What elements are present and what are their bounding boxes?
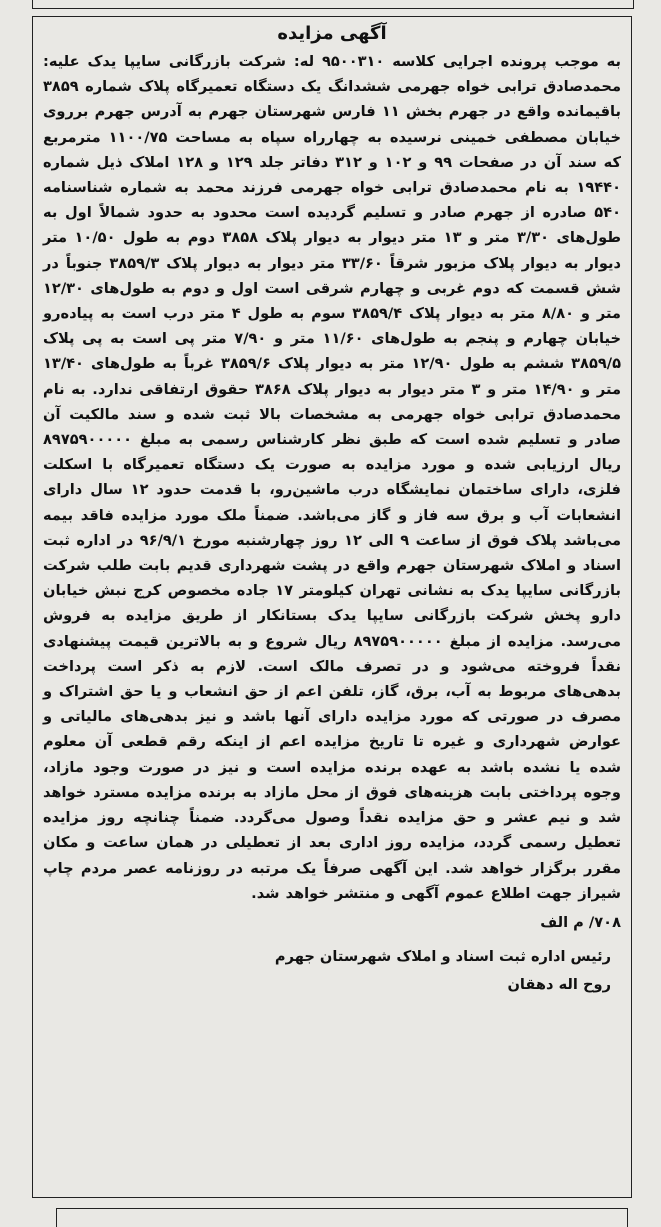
notice-body: به موجب پرونده اجرایی کلاسه ۹۵۰۰۳۱۰ له: شرکت بازرگانی سایپا یدک علیه: محمدصادق ترابی خواه جهرمی ششدانگ یک دستگاه تعمیرگاه پلاک شماره ۳۸۵۹ باقیمانده واقع در جهرم بخش ۱۱ فارس شهرستان جهرم به آدرس جهرم برروی خیابان مصطفی خمینی نرسیده به چهارراه سپاه به مساحت ۱۱۰۰/۷۵ مترمربع که سند آن در صفحات ۹۹ و ۱۰۲ و ۳۱۲ دفاتر جلد ۱۲۹ و ۱۲۸ املاک ذیل شماره ۱۹۴۴۰ به نام محمدصادق ترابی خواه جهرمی فرزند محمد به شماره شناسنامه ۵۴۰ صادره از جهرم صادر و تسلیم گردیده است محدود به حدود شمالاً اول به طول‌های ۳/۳۰ متر و ۱۳ متر دیوار به دیوار پلاک ۳۸۵۸ دوم به طول ۱۰/۵۰ متر دیوار به دیوار پلاک مزبور شرقاً ۳۳/۶۰ متر دیوار به دیوار پلاک ۳۸۵۹/۳ جنوباً در شش قسمت که دوم غربی و چهارم شرقی است اول و دوم به طول‌های ۱۲/۳۰ متر و ۸/۸۰ متر به دیوار پلاک ۳۸۵۹/۴ سوم به طول ۴ متر درب است به پیاده‌رو خیابان چهارم و پنجم به طول‌های ۱۱/۶۰ متر و ۷/۹۰ متر پی است به پی پلاک ۳۸۵۹/۵ ششم به طول ۱۲/۹۰ متر به دیوار پلاک ۳۸۵۹/۶ غرباً به طول‌های ۱۳/۴۰ متر و ۱۴/۹۰ متر و ۳ متر دیوار به دیوار پلاک ۳۸۶۸ حقوق ارتفاقی ندارد. به نام محمدصادق ترابی خواه جهرمی به مشخصات بالا ثبت شده و سند مالکیت آن صادر و تسلیم شده است که طبق نظر کارشناس رسمی به مبلغ ۸۹۷۵۹۰۰۰۰۰ ریال ارزیابی شده و مورد مزایده به صورت یک دستگاه تعمیرگاه با اسکلت فلزی، دارای ساختمان نمایشگاه درب ماشین‌رو، با قدمت حدود ۱۲ سال دارای انشعابات آب و برق سه فاز و گاز می‌باشد. ضمناً ملک مورد مزایده فاقد بیمه می‌باشد پلاک فوق از ساعت ۹ الی ۱۲ روز چهارشنبه مورخ ۹۶/۹/۱ در اداره ثبت اسناد و املاک شهرستان جهرم واقع در پشت شهرداری قدیم بابت طلب شرکت بازرگانی سایپا یدک به نشانی تهران کیلومتر ۱۷ جاده مخصوص کرج نبش خیابان دارو پخش شرکت بازرگانی سایپا یدک بستانکار از طریق مزایده به فروش می‌رسد. مزایده از مبلغ ۸۹۷۵۹۰۰۰۰۰ ریال شروع و به بالاترین قیمت پیشنهادی نقداً فروخته می‌شود و در تصرف مالک است. لازم به ذکر است پرداخت بدهی‌های مربوط به آب، برق، گاز، تلفن اعم از حق انشعاب و یا حق اشتراک و مصرف در صورتی که مورد مزایده دارای آنها باشد و نیز بدهی‌های مالیاتی و عوارض شهرداری و غیره تا تاریخ مزایده اعم از اینکه رقم قطعی آن معلوم شده یا نشده باشد به عهده برنده مزایده است و نیز در صورت وجود مازاد، وجوه پرداختی بابت هزینه‌های فوق از محل مازاد به برنده مزایده مسترد خواهد شد و نیم عشر و حق مزایده نقداً وصول می‌گردد. ضمناً چنانچه روز مزایده تعطیل رسمی گردد، مزایده روز اداری بعد از تعطیلی در همان ساعت و مکان مقرر برگزار خواهد شد. این آگهی صرفاً یک مرتبه در روزنامه عصر مردم چاپ شیراز جهت اطلاع عموم آگهی و منتشر خواهد شد. (43, 53, 622, 902)
notice-title: آگهی مزایده (277, 23, 387, 44)
signature-name: روح اله دهقان (507, 975, 611, 993)
next-notice-border (56, 1208, 628, 1227)
previous-notice-border (32, 0, 634, 9)
signature-title: رئیس اداره ثبت اسناد و املاک شهرستان جهرم (274, 947, 611, 965)
notice-reference: ۷۰۸/ م الف (540, 913, 621, 931)
auction-notice (32, 16, 632, 1198)
